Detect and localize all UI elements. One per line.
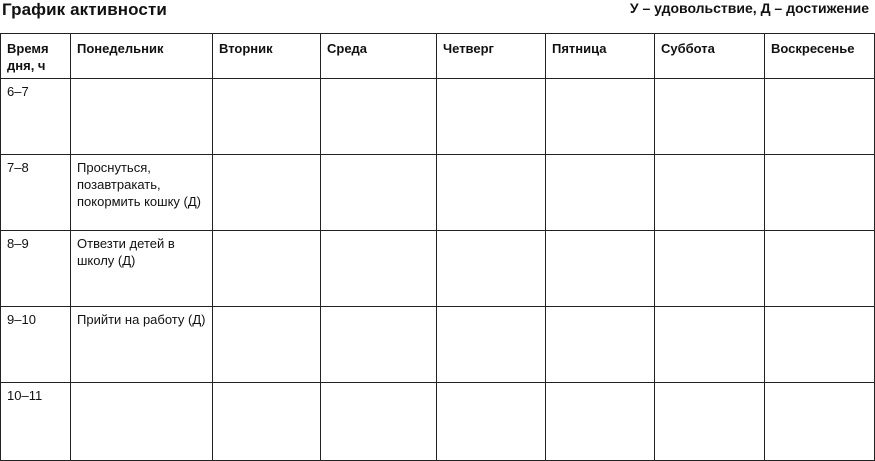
activity-cell	[321, 155, 437, 231]
table-row	[1, 79, 875, 155]
activity-cell	[213, 79, 321, 155]
activity-cell	[437, 79, 546, 155]
day-header-monday: Понедельник	[71, 34, 213, 79]
legend: У – удовольствие, Д – достижение	[629, 0, 869, 16]
activity-cell	[765, 383, 875, 461]
activity-schedule-table	[0, 33, 875, 461]
day-header-tuesday: Вторник	[213, 34, 321, 79]
activity-cell	[765, 231, 875, 307]
activity-cell	[71, 383, 213, 461]
day-header-saturday: Суббота	[655, 34, 765, 79]
activity-cell	[655, 79, 765, 155]
activity-cell	[213, 231, 321, 307]
time-column-header: Время дня, ч	[1, 34, 71, 79]
day-header-friday: Пятница	[546, 34, 655, 79]
table-row	[1, 231, 875, 307]
activity-cell	[546, 79, 655, 155]
activity-cell	[765, 79, 875, 155]
activity-cell	[765, 307, 875, 383]
table-row	[1, 383, 875, 461]
table-row	[1, 155, 875, 231]
time-cell: 7–8	[1, 155, 71, 231]
activity-cell	[321, 383, 437, 461]
header-row	[1, 34, 875, 79]
time-cell: 8–9	[1, 231, 71, 307]
day-header-sunday: Воскресенье	[765, 34, 875, 79]
activity-cell	[437, 155, 546, 231]
activity-cell	[321, 231, 437, 307]
activity-cell: Отвезти детей в школу (Д)	[71, 231, 213, 307]
activity-cell	[655, 383, 765, 461]
activity-cell	[546, 155, 655, 231]
table-row	[1, 307, 875, 383]
activity-cell	[655, 155, 765, 231]
activity-cell	[71, 79, 213, 155]
activity-cell	[213, 307, 321, 383]
activity-cell	[213, 383, 321, 461]
page-title: График активности	[2, 0, 167, 19]
activity-cell	[437, 231, 546, 307]
activity-cell	[321, 307, 437, 383]
activity-cell	[321, 79, 437, 155]
time-cell: 6–7	[1, 79, 71, 155]
activity-cell	[655, 231, 765, 307]
activity-cell	[546, 231, 655, 307]
activity-cell: Прийти на работу (Д)	[71, 307, 213, 383]
activity-cell	[437, 383, 546, 461]
day-header-thursday: Четверг	[437, 34, 546, 79]
activity-cell	[765, 155, 875, 231]
activity-cell	[213, 155, 321, 231]
time-cell: 10–11	[1, 383, 71, 461]
day-header-wednesday: Среда	[321, 34, 437, 79]
activity-cell	[546, 383, 655, 461]
activity-cell	[437, 307, 546, 383]
activity-cell	[655, 307, 765, 383]
activity-cell	[546, 307, 655, 383]
time-cell: 9–10	[1, 307, 71, 383]
activity-cell: Проснуться, позавтракать, покормить кошку (Д)	[71, 155, 213, 231]
